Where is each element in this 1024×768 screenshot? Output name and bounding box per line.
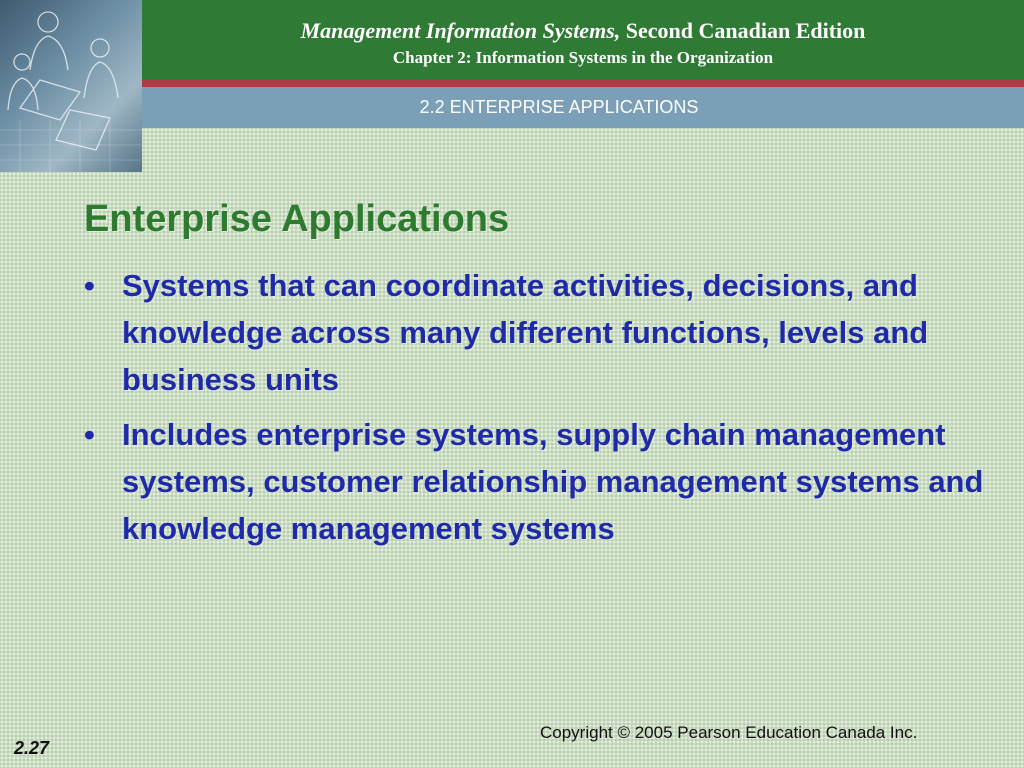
chapter-title: Chapter 2: Information Systems in the Organization [392, 48, 774, 67]
people-photo-image [0, 0, 142, 172]
header-accent-stripe [0, 80, 1024, 87]
bullet-list [84, 262, 984, 560]
bullet-text: Systems that can coordinate activities, decisions, and knowledge across many different functions, levels and business units [122, 268, 929, 397]
copyright-notice: Copyright © 2005 Pearson Education Canada Inc. [540, 723, 918, 742]
bullet-item [84, 411, 984, 552]
bullet-item [84, 262, 984, 403]
bullet-text: Includes enterprise systems, supply chain management systems, customer relationship management systems and knowledge management systems [122, 417, 984, 546]
book-title-italic: Management Information Systems, [300, 18, 621, 43]
bullet-icon: • [84, 417, 95, 452]
header-photo [0, 0, 142, 172]
book-title-edition: Second Canadian Edition [625, 18, 866, 43]
book-title [142, 18, 1024, 44]
section-title: 2.2 ENTERPRISE APPLICATIONS [419, 97, 699, 117]
slide-heading: Enterprise Applications [84, 198, 510, 240]
page-number: 2.27 [14, 738, 50, 758]
bullet-icon: • [84, 268, 95, 303]
